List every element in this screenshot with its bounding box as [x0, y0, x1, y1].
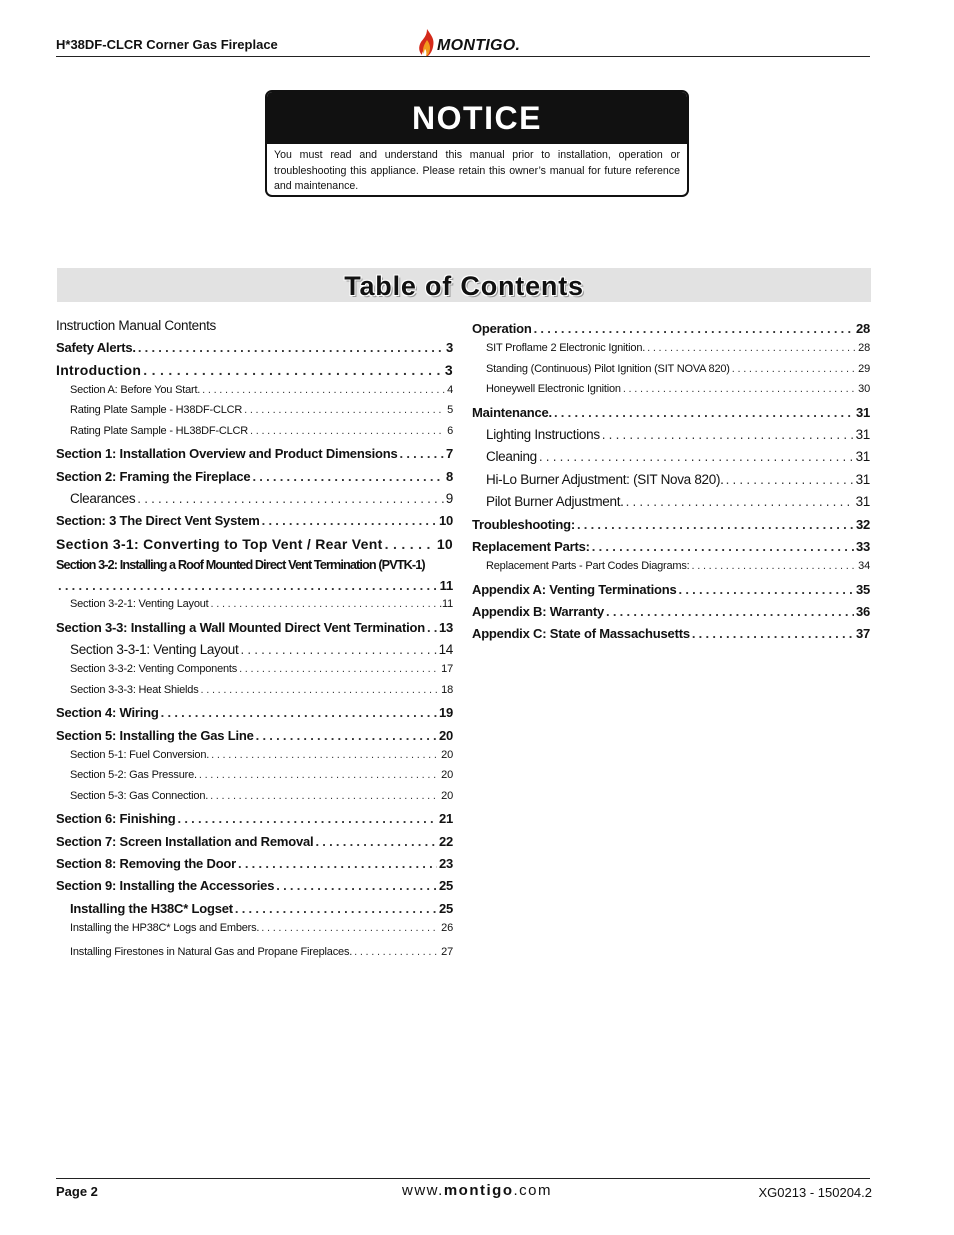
- toc-entry-title: Pilot Burner Adjustment.: [486, 494, 624, 509]
- toc-entry-page: 25: [438, 878, 453, 893]
- notice-heading: NOTICE: [267, 92, 687, 144]
- toc-entry-title: Rating Plate Sample - H38DF-CLCR: [70, 404, 243, 416]
- toc-entry-title: Maintenance.: [472, 405, 552, 420]
- toc-entry[interactable]: [56, 318, 453, 333]
- toc-dot-leader: [623, 383, 856, 395]
- toc-entry-title: Standing (Continuous) Pilot Ignition (SIT NOVA 820): [486, 363, 730, 375]
- toc-entry-title: Section 3-3: Installing a Wall Mounted Direct Vent Termination: [56, 620, 425, 635]
- toc-entry-title: Section 5-3: Gas Connection.: [70, 790, 209, 802]
- toc-dot-leader: [252, 469, 444, 484]
- toc-entry-page: 33: [855, 539, 870, 554]
- logo-wordmark: MONTIGO.: [437, 37, 521, 54]
- toc-entry-title: Section 5-1: Fuel Conversion.: [70, 749, 210, 761]
- toc-dot-leader: [647, 342, 856, 354]
- toc-entry-title: Section 7: Screen Installation and Removal: [56, 834, 314, 849]
- toc-entry-page: 31: [855, 427, 870, 442]
- toc-entry[interactable]: [56, 642, 453, 657]
- toc-entry-page: 18: [441, 684, 453, 696]
- toc-entry-page: 5: [447, 404, 453, 416]
- toc-entry[interactable]: [472, 342, 870, 354]
- toc-entry-page: 20: [441, 769, 453, 781]
- toc-dot-leader: [539, 449, 854, 464]
- toc-entry-page: 31: [855, 472, 870, 487]
- toc-entry-page: 23: [438, 856, 453, 871]
- toc-dot-leader: [276, 878, 437, 893]
- toc-entry-title: Introduction: [56, 362, 142, 378]
- toc-entry[interactable]: [472, 321, 870, 336]
- toc-dot-leader: [137, 491, 443, 506]
- toc-entry-title: Section 3-3-3: Heat Shields: [70, 684, 199, 696]
- toc-entry-page: 36: [855, 604, 870, 619]
- toc-dot-leader: [554, 405, 854, 420]
- toc-dot-leader: [256, 728, 437, 743]
- toc-entry[interactable]: [56, 446, 453, 461]
- toc-entry-title: Section 6: Finishing: [56, 811, 176, 826]
- toc-entry-title: Hi-Lo Burner Adjustment: (SIT Nova 820).: [486, 472, 724, 487]
- toc-entry-page: 3: [444, 362, 453, 378]
- toc-dot-leader: [261, 922, 439, 934]
- toc-entry-title: Section 3-2-1: Venting Layout: [70, 598, 209, 610]
- toc-dot-leader: [427, 620, 437, 635]
- toc-entry[interactable]: [56, 790, 453, 802]
- toc-dot-leader: [602, 427, 854, 442]
- toc-entry-title: Safety Alerts.: [56, 340, 136, 355]
- toc-title: Table of Contents: [344, 271, 584, 301]
- url-brand: montigo: [443, 1182, 514, 1199]
- toc-dot-leader: [244, 404, 445, 416]
- toc-dot-leader: [211, 598, 438, 610]
- toc-entry[interactable]: [472, 405, 870, 420]
- toc-entry[interactable]: [472, 494, 870, 509]
- toc-entry[interactable]: [472, 363, 870, 375]
- toc-entry-page: 10: [436, 536, 453, 552]
- toc-dot-leader: [732, 363, 856, 375]
- toc-dot-leader: [178, 811, 437, 826]
- toc-entry[interactable]: [56, 578, 453, 593]
- toc-entry[interactable]: [472, 517, 870, 532]
- toc-entry-page: 14: [438, 642, 453, 657]
- toc-dot-leader: [354, 946, 439, 958]
- toc-entry[interactable]: [56, 878, 453, 893]
- toc-dot-leader: [534, 321, 854, 336]
- toc-entry[interactable]: [472, 582, 870, 597]
- toc-entry[interactable]: [56, 469, 453, 484]
- toc-dot-leader: [199, 769, 439, 781]
- toc-dot-leader: [58, 578, 438, 593]
- notice-text: You must read and understand this manual prior to installation, operation or troubleshooting this appliance. Please retain this owner’s manual for future reference and maintenance.: [274, 149, 680, 192]
- toc-entry-page: 4: [447, 384, 453, 396]
- toc-entry-page: 9: [445, 491, 453, 506]
- toc-entry-title: Troubleshooting:: [472, 517, 575, 532]
- toc-entry[interactable]: [472, 604, 870, 619]
- toc-dot-leader: [606, 604, 854, 619]
- toc-entry[interactable]: [472, 449, 870, 464]
- toc-dot-leader: [592, 539, 854, 554]
- toc-dot-leader: [315, 834, 436, 849]
- toc-entry-title: Operation: [472, 321, 532, 336]
- toc-dot-leader: [626, 494, 854, 509]
- toc-entry[interactable]: [56, 922, 453, 934]
- toc-entry[interactable]: [56, 558, 453, 572]
- toc-entry[interactable]: [56, 491, 453, 506]
- toc-entry[interactable]: [56, 901, 453, 916]
- toc-dot-leader: [679, 582, 854, 597]
- toc-entry-page: 34: [858, 560, 870, 572]
- toc-entry-title: Section 4: Wiring: [56, 705, 159, 720]
- toc-entry[interactable]: [56, 684, 453, 696]
- toc-entry[interactable]: [56, 384, 453, 396]
- toc-dot-leader: [400, 446, 444, 461]
- toc-entry-page: 37: [855, 626, 870, 641]
- toc-entry-title: Installing the HP38C* Logs and Embers.: [70, 922, 260, 934]
- toc-dot-leader: [385, 536, 435, 552]
- toc-entry-title: Section: 3 The Direct Vent System: [56, 513, 260, 528]
- toc-entry-title: Instruction Manual Contents: [56, 318, 216, 333]
- toc-entry[interactable]: [472, 560, 870, 572]
- toc-dot-leader: [161, 705, 437, 720]
- toc-entry[interactable]: [472, 383, 870, 395]
- toc-entry-title: Section 9: Installing the Accessories: [56, 878, 275, 893]
- toc-entry-title: Section 3-3-2: Venting Components: [70, 663, 238, 675]
- toc-entry-title: Section 2: Framing the Fireplace: [56, 469, 251, 484]
- toc-entry[interactable]: [56, 513, 453, 528]
- flame-logo-icon: [418, 28, 436, 58]
- toc-entry[interactable]: [56, 769, 453, 781]
- toc-entry-page: 6: [447, 425, 453, 437]
- montigo-logo: [418, 24, 520, 58]
- document-code: XG0213 - 150204.2: [758, 1185, 872, 1200]
- toc-entry-title: Honeywell Electronic Ignition: [486, 383, 621, 395]
- toc-entry-page: 21: [438, 811, 453, 826]
- toc-entry-page: 28: [858, 342, 870, 354]
- toc-dot-leader: [201, 684, 440, 696]
- toc-entry-title: Cleaning: [486, 449, 537, 464]
- notice-box: [265, 90, 689, 197]
- toc-entry-page: 25: [438, 901, 453, 916]
- toc-entry-title: Replacement Parts:: [472, 539, 590, 554]
- toc-entry-title: Section 5: Installing the Gas Line: [56, 728, 254, 743]
- toc-entry-page: 26: [441, 922, 453, 934]
- toc-entry-page: 31: [855, 405, 870, 420]
- toc-entry-title: Replacement Parts - Part Codes Diagrams:: [486, 560, 690, 572]
- toc-dot-leader: [262, 513, 437, 528]
- toc-entry-title: Section 8: Removing the Door: [56, 856, 237, 871]
- toc-entry-page: 3: [445, 340, 453, 355]
- toc-entry-title: Lighting Instructions: [486, 427, 600, 442]
- toc-entry[interactable]: [56, 834, 453, 849]
- toc-dot-leader: [235, 901, 437, 916]
- toc-entry-page: 27: [441, 946, 453, 958]
- toc-dot-leader: [692, 626, 854, 641]
- toc-entry-page: 20: [438, 728, 453, 743]
- toc-entry[interactable]: [56, 536, 453, 552]
- toc-entry-title: Appendix A: Venting Terminations: [472, 582, 677, 597]
- toc-dot-leader: [143, 362, 443, 378]
- toc-entry-page: 8: [445, 469, 453, 484]
- toc-entry-page: 19: [438, 705, 453, 720]
- toc-entry[interactable]: [56, 340, 453, 355]
- toc-entry-title: Section 5-2: Gas Pressure.: [70, 769, 197, 781]
- toc-entry-page: 31: [855, 449, 870, 464]
- toc-entry-title: Section 3-1: Converting to Top Vent / Rear Vent: [56, 536, 383, 552]
- toc-entry-title: Clearances: [70, 491, 136, 506]
- toc-entry-title: SIT Proflame 2 Electronic Ignition.: [486, 342, 646, 354]
- toc-dot-leader: [210, 790, 439, 802]
- toc-entry-page: 29: [858, 363, 870, 375]
- toc-dot-leader: [211, 749, 439, 761]
- toc-entry[interactable]: [56, 811, 453, 826]
- document-header-title: H*38DF-CLCR Corner Gas Fireplace: [56, 37, 278, 52]
- toc-entry-page: 32: [855, 517, 870, 532]
- toc-entry[interactable]: [56, 705, 453, 720]
- footer-divider: [56, 1178, 870, 1179]
- toc-entry-page: 30: [858, 383, 870, 395]
- toc-entry-page: 11: [439, 578, 453, 593]
- toc-entry-title: Rating Plate Sample - HL38DF-CLCR: [70, 425, 249, 437]
- toc-entry-page: 31: [855, 494, 870, 509]
- toc-entry[interactable]: [56, 620, 453, 635]
- toc-title-band: [57, 268, 871, 302]
- toc-entry[interactable]: [472, 626, 870, 641]
- toc-entry[interactable]: [472, 472, 870, 487]
- toc-entry-title: Section 3-2: Installing a Roof Mounted Direct Vent Termination (PVTK-1): [56, 558, 425, 572]
- toc-entry-page: 17: [441, 663, 453, 675]
- toc-entry[interactable]: [56, 362, 453, 378]
- toc-entry[interactable]: [56, 404, 453, 416]
- url-prefix: www.: [401, 1182, 444, 1199]
- toc-dot-leader: [202, 384, 445, 396]
- toc-entry-page: 7: [445, 446, 453, 461]
- toc-entry[interactable]: [472, 427, 870, 442]
- toc-entry-page: 13: [438, 620, 453, 635]
- toc-entry-title: Installing the H38C* Logset: [70, 901, 233, 916]
- toc-dot-leader: [240, 642, 436, 657]
- toc-entry-page: 28: [855, 321, 870, 336]
- toc-entry-title: Section A: Before You Start.: [70, 384, 201, 396]
- page-number: Page 2: [56, 1184, 98, 1199]
- toc-dot-leader: [692, 560, 857, 572]
- toc-entry[interactable]: [472, 539, 870, 554]
- toc-entry-title: Section 1: Installation Overview and Product Dimensions: [56, 446, 398, 461]
- toc-entry-page: 20: [441, 749, 453, 761]
- toc-entry-page: 10: [438, 513, 453, 528]
- toc-entry-title: Installing Firestones in Natural Gas and Propane Fireplaces.: [70, 946, 353, 958]
- toc-entry[interactable]: [56, 856, 453, 871]
- toc-entry-page: .11: [439, 598, 453, 610]
- toc-entry[interactable]: [56, 663, 453, 675]
- toc-entry[interactable]: [56, 425, 453, 437]
- url-suffix: .com: [513, 1182, 552, 1199]
- toc-dot-leader: [138, 340, 444, 355]
- toc-entry[interactable]: [56, 728, 453, 743]
- toc-dot-leader: [577, 517, 854, 532]
- toc-entry-page: 20: [441, 790, 453, 802]
- toc-dot-leader: [726, 472, 854, 487]
- toc-dot-leader: [239, 663, 439, 675]
- toc-dot-leader: [250, 425, 445, 437]
- toc-entry[interactable]: [56, 749, 453, 761]
- toc-entry-page: 35: [855, 582, 870, 597]
- toc-entry[interactable]: [56, 946, 453, 958]
- header-divider: [56, 56, 870, 57]
- toc-entry-title: Section 3-3-1: Venting Layout: [70, 642, 239, 657]
- toc-entry[interactable]: [56, 598, 453, 610]
- toc-entry-title: Appendix B: Warranty: [472, 604, 605, 619]
- toc-entry-page: 22: [438, 834, 453, 849]
- toc-entry-title: Appendix C: State of Massachusetts: [472, 626, 690, 641]
- toc-dot-leader: [238, 856, 437, 871]
